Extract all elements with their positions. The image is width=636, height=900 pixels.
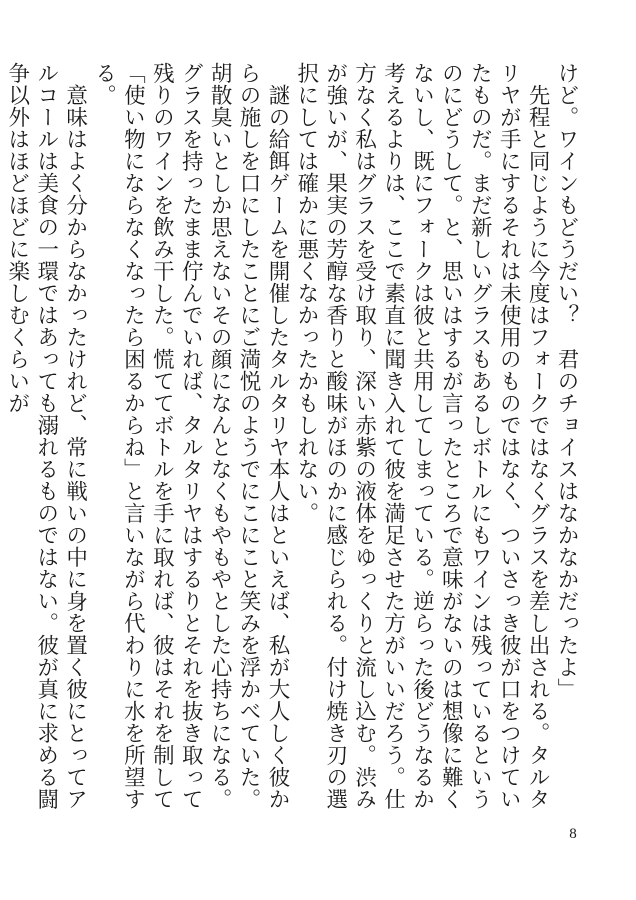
paragraph-1: けど。ワインもどうだい？ 君のチョイスはなかなかだったよ」 xyxy=(554,62,579,700)
page-number: 8 xyxy=(569,826,577,842)
vertical-text-body xyxy=(4,62,580,822)
paragraph-2: 先程と同じように今度はフォークではなくグラスを差し出される。タルタリヤが手にするそれは未使用のものではなく、ついさっき彼が口をつけていたものだ。まだ新しいグラスもあるしボトルにもワインは残っているというのにどうして。と、思いはするが言ったところで意味がないのは想像に難くないし、既にフォークは彼と共用してしまっている。逆らった後どうなるか考えるよりは、ここで素直に聞き入れて彼を満足させた方がいいだろう。仕方なく私はグラスを受け取り、深い赤紫の液体をゆっくりと流し込む。渋みが強いが、果実の芳醇な香りと酸味がほのかに感じられる。付け焼き刃の選択にしては確かに悪くなかったかもしれない。 xyxy=(293,62,551,810)
paragraph-3: 謎の給餌ゲームを開催したタルタリヤ本人はといえば、私が大人しく彼からの施しを口にしたことにご満悦のようでにこにこと笑みを浮かべていた。胡散臭いとしか思えないその顔になんとなくもやもやとした心持ちになる。グラスを持ったまま佇んでいれば、タルタリヤはするりとそれを抜き取って残りのワインを飲み干した。慌ててボトルを手に取れば、彼はそれを制して「使い物にならなくなったら困るからね」と言いながら代わりに水を所望する。 xyxy=(91,62,290,810)
paragraph-4: 意味はよく分からなかったけれど、常に戦いの中に身を置く彼にとってアルコールは美食の一環ではあっても溺れるものではない。彼が真に求める闘争以外はほどほどに楽しむくらいが xyxy=(4,62,88,810)
